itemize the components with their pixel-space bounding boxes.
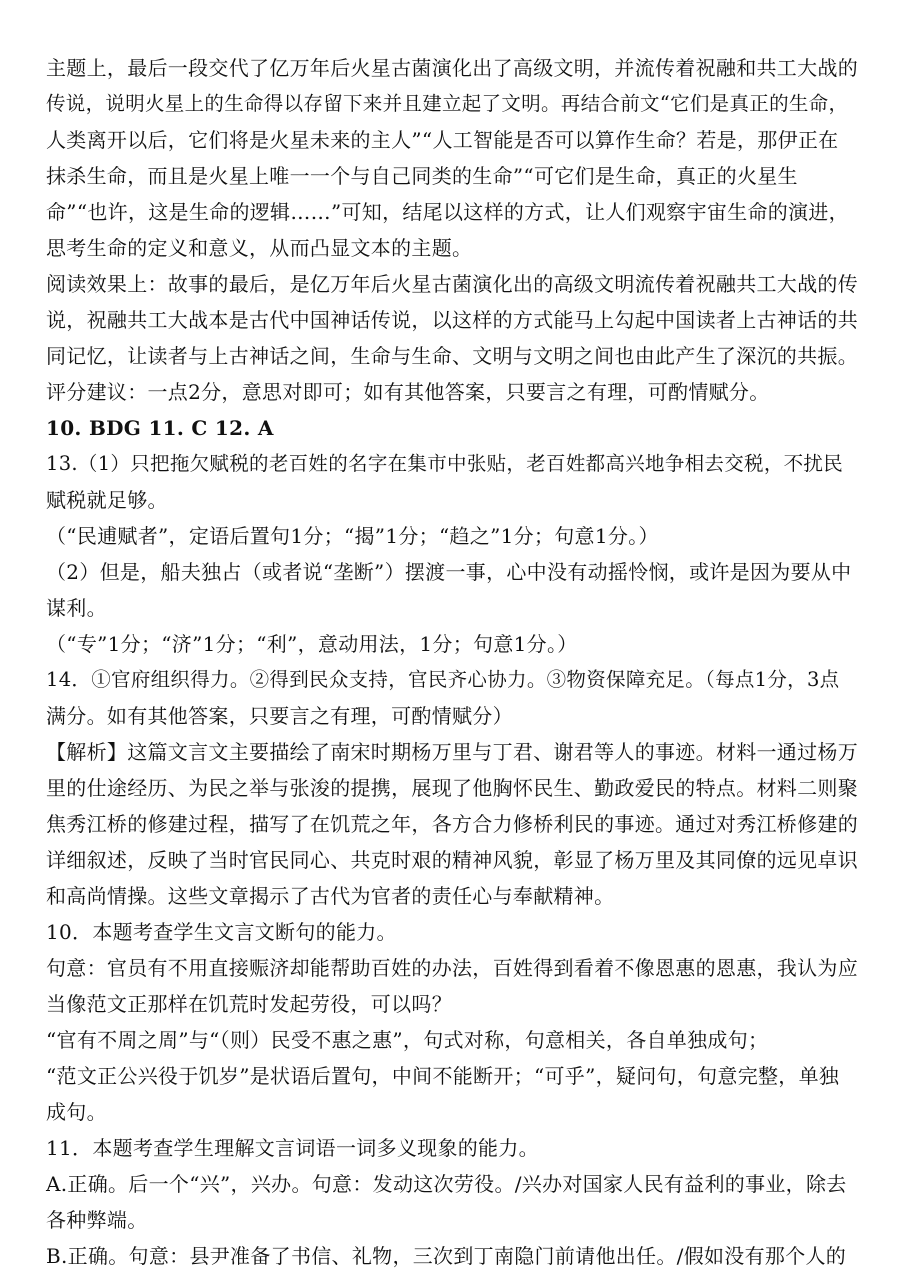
text-line: 赋税就足够。 xyxy=(46,488,168,512)
text-line: A.正确。后一个“兴”，兴办。句意：发动这次劳役。/兴办对国家人民有益利的事业，除去 xyxy=(46,1172,847,1196)
text-line: 详细叙述，反映了当时官民同心、共克时艰的精神风貌，彰显了杨万里及其同僚的远见卓识 xyxy=(46,848,858,872)
text-line: 阅读效果上：故事的最后，是亿万年后火星古菌演化出的高级文明流传着祝融共工大战的传 xyxy=(46,272,858,296)
text-line: 主题上，最后一段交代了亿万年后火星古菌演化出了高级文明，并流传着祝融和共工大战的 xyxy=(46,56,858,80)
text-line: “官有不周之周”与“（则）民受不惠之惠”，句式对称，句意相关，各自单独成句； xyxy=(46,1028,769,1052)
text-line: 抹杀生命，而且是火星上唯一一个与自己同类的生命”“可它们是生命，真正的火星生 xyxy=(46,164,798,188)
text-line: （2）但是，船夫独占（或者说“垄断”）摆渡一事，心中没有动摇怜悯，或许是因为要从中 xyxy=(46,560,852,584)
text-line: 里的仕途经历、为民之举与张浚的提携，展现了他胸怀民生、勤政爱民的特点。材料二则聚 xyxy=(46,776,858,800)
text-line: 命”“也许，这是生命的逻辑……”可知，结尾以这样的方式，让人们观察宇宙生命的演进， xyxy=(46,200,849,224)
text-line: 满分。如有其他答案，只要言之有理，可酌情赋分） xyxy=(46,704,513,728)
text-line: （“民逋赋者”，定语后置句1分；“揭”1分；“趋之”1分；句意1分。） xyxy=(46,524,659,548)
text-line: 10．本题考查学生文言文断句的能力。 xyxy=(46,920,397,944)
text-line: 11．本题考查学生理解文言词语一词多义现象的能力。 xyxy=(46,1136,539,1160)
text-line: 谋利。 xyxy=(46,596,107,620)
text-line: 当像范文正那样在饥荒时发起劳役，可以吗？ xyxy=(46,992,452,1016)
text-line: B.正确。句意：县尹准备了书信、礼物，三次到丁南隐门前请他出任。/假如没有那个人的 xyxy=(46,1244,847,1268)
text-line: 句意：官员有不用直接赈济却能帮助百姓的办法，百姓得到看着不像恩惠的恩惠，我认为应 xyxy=(46,956,858,980)
text-line: 14．①官府组织得力。②得到民众支持，官民齐心协力。③物资保障充足。（每点1分，3点 xyxy=(46,668,840,691)
text-line: “范文正公兴役于饥岁”是状语后置句，中间不能断开；“可乎”，疑问句，句意完整，单独 xyxy=(46,1064,840,1088)
text-line: 思考生命的定义和意义，从而凸显文本的主题。 xyxy=(46,236,473,260)
text-line: 焦秀江桥的修建过程，描写了在饥荒之年，各方合力修桥利民的事迹。通过对秀江桥修建的 xyxy=(46,812,858,836)
text-line: 传说，说明火星上的生命得以存留下来并且建立起了文明。再结合前文“它们是真正的生命， xyxy=(46,92,849,115)
text-line: （“专”1分；“济”1分；“利”，意动用法，1分；句意1分。） xyxy=(46,632,578,656)
answer-key-line: 10. BDG 11. C 12. A xyxy=(46,416,274,440)
text-line: 和高尚情操。这些文章揭示了古代为官者的责任心与奉献精神。 xyxy=(46,884,615,908)
text-line: 评分建议：一点2分，意思对即可；如有其他答案，只要言之有理，可酌情赋分。 xyxy=(46,380,770,404)
text-line: 说，祝融共工大战本是古代中国神话传说，以这样的方式能马上勾起中国读者上古神话的共 xyxy=(46,308,858,332)
text-line: 13.（1）只把拖欠赋税的老百姓的名字在集市中张贴，老百姓都高兴地争相去交税，不扰民 xyxy=(46,452,844,475)
text-line: 同记忆，让读者与上古神话之间，生命与生命、文明与文明之间也由此产生了深沉的共振。 xyxy=(46,344,858,368)
text-line: 人类离开以后，它们将是火星未来的主人”“人工智能是否可以算作生命？若是，那伊正在 xyxy=(46,128,839,152)
text-line: 各种弊端。 xyxy=(46,1208,148,1232)
analysis-heading-line: 【解析】这篇文言文主要描绘了南宋时期杨万里与丁君、谢君等人的事迹。材料一通过杨万 xyxy=(46,740,858,764)
text-line: 成句。 xyxy=(46,1100,107,1124)
